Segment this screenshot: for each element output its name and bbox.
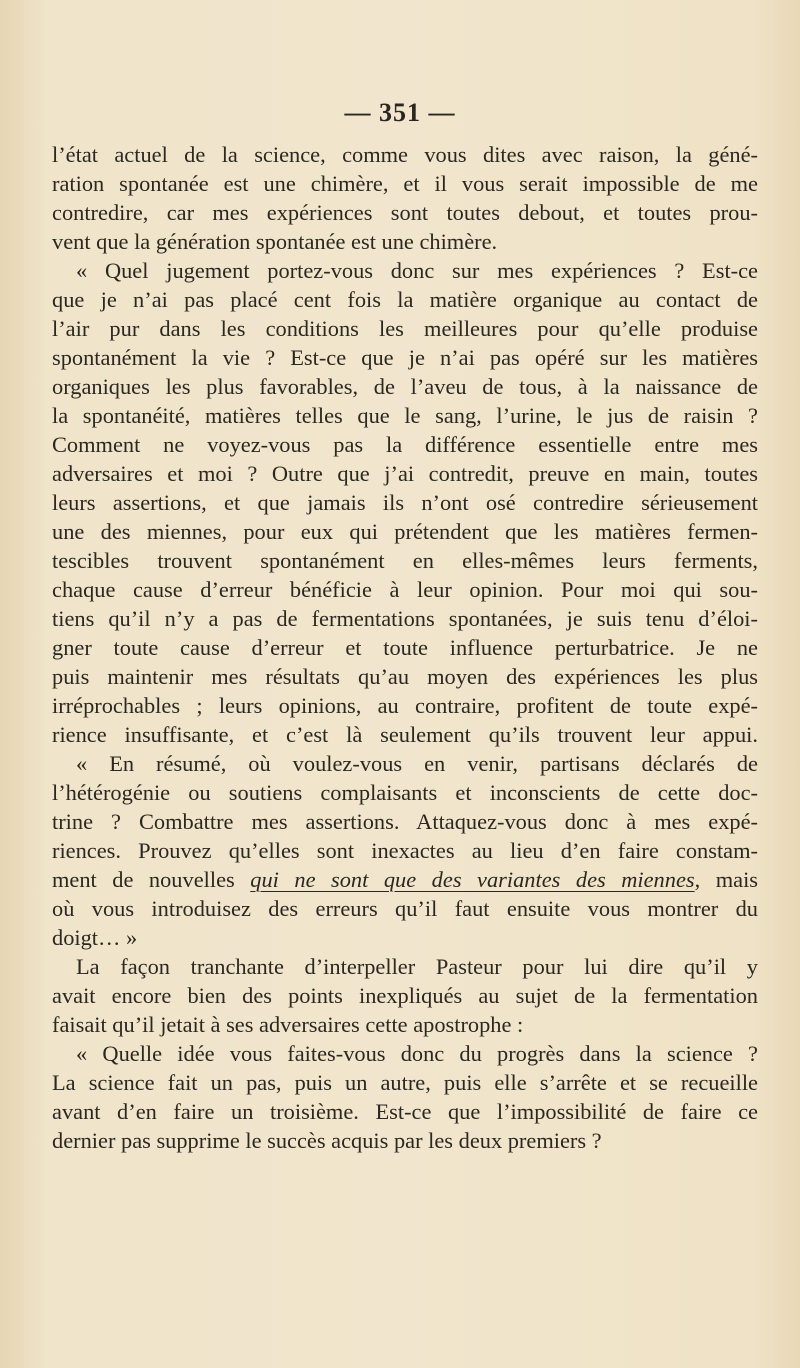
text-line: adversaires et moi ? Outre que j’ai contredit, preuve en main, toutes xyxy=(52,461,758,486)
text-line: organiques les plus favorables, de l’aveu de tous, à la naissance de xyxy=(52,374,758,399)
text-line: rience insuffisante, et c’est là seulement qu’ils trouvent leur appui. xyxy=(52,722,758,747)
text-line: leurs assertions, et que jamais ils n’ont osé contredire sérieusement xyxy=(52,490,758,515)
text-line: contredire, car mes expériences sont toutes debout, et toutes prou- xyxy=(52,200,758,225)
text-line: doigt… » xyxy=(52,925,138,950)
text-line: puis maintenir mes résultats qu’au moyen des expériences les plus xyxy=(52,664,758,689)
text-line: irréprochables ; leurs opinions, au contraire, profitent de toute expé- xyxy=(52,693,758,718)
text-line: la spontanéité, matières telles que le sang, l’urine, le jus de raisin ? xyxy=(52,403,758,428)
text-line: que je n’ai pas placé cent fois la matière organique au contact de xyxy=(52,287,758,312)
text-line xyxy=(52,865,758,894)
text-line: l’état actuel de la science, comme vous dites avec raison, la géné- xyxy=(52,142,758,167)
text-line: avait encore bien des points inexpliqués au sujet de la fermentation xyxy=(52,983,758,1008)
text-line: La façon tranchante d’interpeller Pasteur pour lui dire qu’il y xyxy=(76,954,758,979)
text-line: tescibles trouvent spontanément en elles-mêmes leurs ferments, xyxy=(52,548,758,573)
text-line: « Quelle idée vous faites-vous donc du progrès dans la science ? xyxy=(76,1041,758,1066)
text-line: gner toute cause d’erreur et toute influence perturbatrice. Je ne xyxy=(52,635,758,660)
text-segment: , mais xyxy=(694,867,759,892)
text-line: dernier pas supprime le succès acquis par les deux premiers ? xyxy=(52,1128,602,1153)
text-line: ration spontanée est une chimère, et il vous serait impossible de me xyxy=(52,171,758,196)
text-line: « Quel jugement portez-vous donc sur mes expériences ? Est-ce xyxy=(76,258,758,283)
text-line: où vous introduisez des erreurs qu’il faut ensuite vous montrer du xyxy=(52,896,758,921)
text-line: La science fait un pas, puis un autre, puis elle s’arrête et se recueille xyxy=(52,1070,758,1095)
text-line: l’air pur dans les conditions les meilleures pour qu’elle produise xyxy=(52,316,758,341)
text-line: « En résumé, où voulez-vous en venir, partisans déclarés de xyxy=(76,751,758,776)
text-line: riences. Prouvez qu’elles sont inexactes au lieu d’en faire constam- xyxy=(52,838,758,863)
text-line: tiens qu’il n’y a pas de fermentations spontanées, je suis tenu d’éloi- xyxy=(52,606,758,631)
text-line: avant d’en faire un troisième. Est-ce que l’impossibilité de faire ce xyxy=(52,1099,758,1124)
page-number: — 351 — xyxy=(344,98,456,127)
text-line: trine ? Combattre mes assertions. Attaquez-vous donc à mes expé- xyxy=(52,809,758,834)
text-line: l’hétérogénie ou soutiens complaisants et inconscients de cette doc- xyxy=(52,780,758,805)
text-line: chaque cause d’erreur bénéficie à leur opinion. Pour moi qui sou- xyxy=(52,577,758,602)
text-segment: ment de nouvelles xyxy=(52,867,251,892)
text-line: Comment ne voyez-vous pas la différence essentielle entre mes xyxy=(52,432,758,457)
text-line: faisait qu’il jetait à ses adversaires cette apostrophe : xyxy=(52,1012,524,1037)
text-line: vent que la génération spontanée est une chimère. xyxy=(52,229,498,254)
italic-segment: qui ne sont que des variantes des miennes xyxy=(250,867,695,892)
text-line: spontanément la vie ? Est-ce que je n’ai pas opéré sur les matières xyxy=(52,345,758,370)
body-text xyxy=(52,140,758,1155)
text-line: une des miennes, pour eux qui prétendent que les matières fermen- xyxy=(52,519,758,544)
